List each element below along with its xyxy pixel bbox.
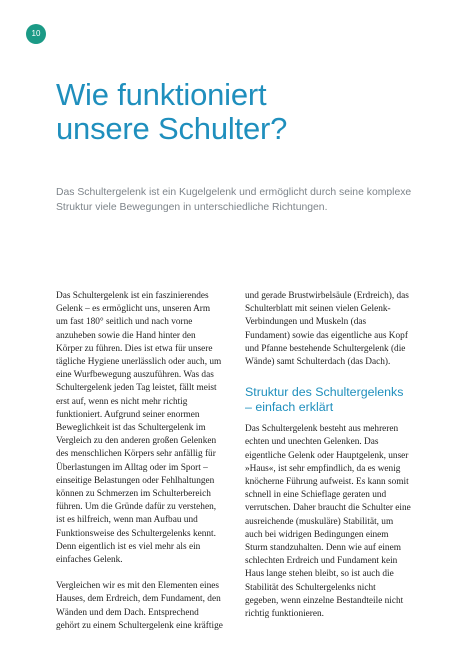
page-title-line-2: unsere Schulter? [56, 111, 288, 146]
page-title [56, 78, 436, 146]
section-subheading: Struktur des Schultergelenks – einfach erklärt [245, 385, 404, 415]
page-title-line-1: Wie funktioniert [56, 77, 267, 112]
intro-paragraph: Das Schultergelenk ist ein Kugelgelenk und ermöglicht durch seine komplexe Struktur viele Bewegungen in unterschiedliche Richtungen. [56, 187, 412, 213]
right-paragraph-1: und gerade Brustwirbelsäule (Erdreich), das Schulterblatt mit seinen vielen Gelenk-Verbindungen und Muskeln (das Fundament) sowie das eigentliche aus Kopf und Pfanne bestehende Schultergelenk (die Wände) samt Schulterdach (das Dach). [245, 291, 409, 368]
left-column [56, 290, 224, 633]
page-number: 10 [31, 29, 41, 38]
page-number-badge [26, 24, 46, 44]
left-paragraph-2: Vergleichen wir es mit den Elementen eines Hauses, dem Erdreich, dem Fundament, den Wänden und dem Dach. Entsprechend gehört zu einem Schultergelenk eine kräftige [56, 581, 223, 631]
left-paragraph-1: Das Schultergelenk ist ein faszinierendes Gelenk – es ermöglicht uns, unseren Arm um fast 180° seitlich und nach vorne anzuheben sowie die Hand hinter den Körper zu führen. Dies ist etwa für unsere tägliche Hygiene unerlässlich oder auch, um eine Wurfbewegung auszuführen. Was das Schultergelenk jeden Tag leistet, fällt meist erst auf, wenn es nicht mehr richtig funktioniert. Aufgrund seiner enormen Beweglichkeit ist das Schultergelenk im Vergleich zu den anderen großen Gelenken des menschlichen Körpers sehr anfällig für Überlastungen im Alltag oder im Sport – einseitige Belastungen oder Fehlhaltungen können zu Schmerzen im Schulterbereich führen. Um die Gründe dafür zu verstehen, ist es hilfreich, wenn man Aufbau und Funktionsweise des Schultergelenks kennt. Denn eigentlich ist es viel mehr als ein einfaches Gelenk. [56, 291, 222, 566]
right-column [245, 290, 411, 621]
right-paragraph-2: Das Schultergelenk besteht aus mehreren echten und unechten Gelenken. Das eigentliche Gelenk oder Hauptgelenk, unser »Haus«, ist sehr empfindlich, da es wenig knöcherne Führung aufweist. Es kann somit schnell in eine Schieflage geraten und verrutschen. Daher braucht die Schulter eine ausreichende (muskuläre) Stabilität, um auch bei widrigen Bedingungen einem Sturm standzuhalten. Denn wie auf einem schlechten Erdreich und Fundament kein Haus lange stehen bleibt, so ist auch die Stabilität des Schultergelenks nicht gegeben, wenn einzelne Bestandteile nicht richtig funktionieren. [245, 424, 411, 620]
